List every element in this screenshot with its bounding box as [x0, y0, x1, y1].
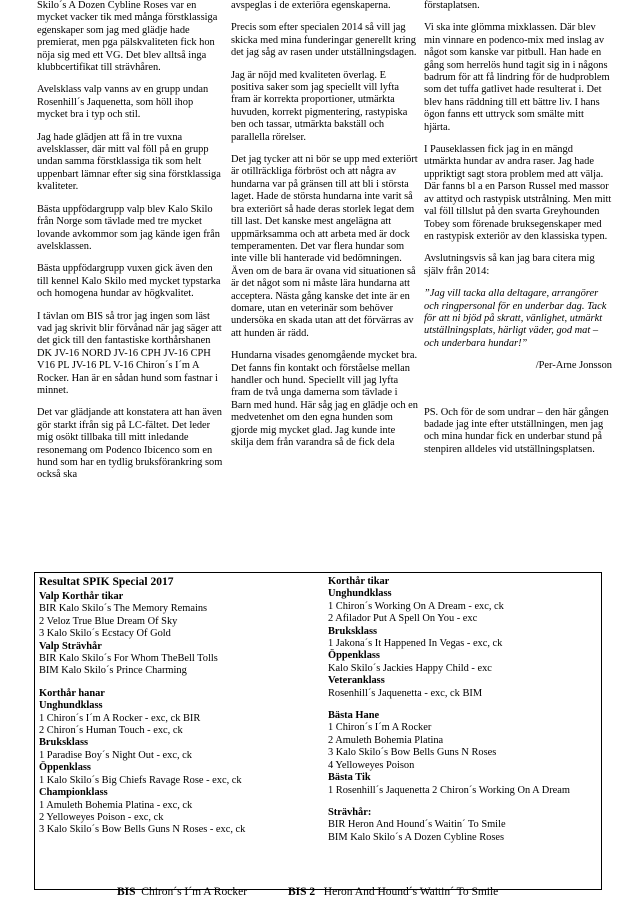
paragraph: förstaplatsen.: [424, 0, 480, 11]
result-line: 1 Rosenhill´s Jaquenetta 2 Chiron´s Working On A Dream: [328, 784, 570, 796]
result-line: 2 Veloz True Blue Dream Of Sky: [39, 615, 178, 627]
paragraph: Bästa uppfödargrupp vuxen gick även den till kennel Kalo Skilo med mycket typstarka och homogena hundar av högkvalitet.: [37, 263, 221, 300]
class-heading: Valp Korthår tikar: [39, 591, 124, 602]
paragraph: Jag hade glädjen att få in tre vuxna avelsklasser, där mitt val föll på en grupp undan samma förstklassiga tik som helt uppenbart lämnar efter sig sina förstklassiga kvaliteter.: [37, 131, 221, 193]
results-right-column: [328, 576, 598, 844]
class-heading: Veteranklass: [328, 675, 385, 687]
paragraph: Hundarna visades genomgående mycket bra. Det fanns fin kontakt och förståelse mellan handler och hund. Speciellt vill jag lyfta fram de två unga damerna som tävlade i Barn med hund. Här såg jag en glädje och en medvetenhet om den egna hunden som gjorde mig mycket glad. Jag kunde inte skilja dem från varandra så de fick dela: [231, 350, 418, 448]
result-line: BIR Kalo Skilo´s The Memory Remains: [39, 603, 208, 615]
result-line: BIR Kalo Skilo´s For Whom TheBell Tolls: [39, 653, 218, 665]
article-column-2: [231, 0, 418, 459]
result-line: 2 Chiron´s Human Touch - exc, ck: [39, 725, 183, 737]
result-line: BIM Kalo Skilo´s Prince Charming: [39, 665, 187, 677]
group-heading: Korthår tikar: [328, 576, 390, 587]
signature: /Per-Arne Jonsson: [535, 360, 612, 372]
result-line: 1 Amuleth Bohemia Platina - exc, ck: [39, 799, 193, 811]
class-heading: Bästa Tik: [328, 772, 371, 784]
class-heading: Öppenklass: [328, 650, 380, 662]
article-column-1: [37, 0, 224, 492]
paragraph: Avslutningsvis så kan jag bara citera mig själv från 2014:: [424, 253, 595, 277]
result-line: 3 Kalo Skilo´s Bow Bells Guns N Roses - exc, ck: [39, 824, 246, 836]
bis2-value: Heron And Hound´s Waitin´ To Smile: [323, 886, 499, 898]
class-heading: Bruksklass: [39, 737, 89, 749]
result-line: 1 Chiron´s I´m A Rocker: [328, 722, 432, 734]
class-heading: Öppenklass: [39, 762, 91, 774]
paragraph: Precis som efter specialen 2014 så vill jag skicka med mina funderingar generellt kring det jag såg av rasen under utställningsdagen.: [231, 22, 417, 59]
result-line: 1 Paradise Boy´s Night Out - exc, ck: [39, 749, 192, 761]
bis2-label: BIS 2: [288, 886, 316, 898]
bis2-result: [288, 886, 498, 899]
result-line: 1 Chiron´s I´m A Rocker - exc, ck BIR: [39, 712, 201, 724]
paragraph: Jag är nöjd med kvaliteten överlag. E positiva saker som jag speciellt vill lyfta fram är korrekta proportioner, utmärkta huvuden, korrekt pigmentering, rastypiska ben och tassar, utmärkta bakställ och parallella rörelser.: [231, 69, 408, 143]
paragraph: Det var glädjande att konstatera att han även gör starkt ifrån sig på LC-fältet. Det leder mig osökt tillbaka till mitt inledande resonemang om Podenco Ibicenco som en hund som har en tydlig bruksförankring som också ska: [37, 407, 223, 481]
paragraph: Vi ska inte glömma mixklassen. Där blev min vinnare en podenco-mix med inslag av något som kanske var pitbull. Han hade en gång som herrelös hund tagit sig in i någons badrum för att få lindring för de hudproblem som det tuffa gatlivet hade resulterat i. Det blev hans räddning till ett bättre liv. I hans ögon fanns ett uttryck som smälte mitt hjärta.: [424, 22, 610, 133]
result-line: 1 Kalo Skilo´s Big Chiefs Ravage Rose - exc, ck: [39, 774, 242, 786]
class-heading: Bruksklass: [328, 625, 378, 637]
results-box: [34, 572, 602, 898]
result-line: Rosenhill´s Jaquenetta - exc, ck BIM: [328, 687, 483, 699]
bis-label: BIS: [117, 886, 136, 898]
class-heading: Strävhår:: [328, 806, 372, 818]
paragraph: Bästa uppfödargrupp valp blev Kalo Skilo från Norge som tävlade med tre mycket lovande avkommor som jag kände igen från avelsklassen.: [37, 203, 220, 252]
paragraph: avspeglas i de exteriöra egenskaperna.: [231, 0, 391, 11]
result-line: 1 Jakona´s It Happened In Vegas - exc, ck: [328, 638, 503, 650]
paragraph: Skilo´s A Dozen Cybline Roses var en mycket vacker tik med många förstklassiga egenskaper som jag med glädje hade premierat, men pga pälskvaliteten fick hon nöja sig med ett VG. Det blev alltså inga klubbcertifikat till strävhåren.: [37, 0, 218, 74]
class-heading: Unghundklass: [39, 700, 103, 712]
quote: ”Jag vill tacka alla deltagare, arrangörer och ringpersonal för en underbar dag. Tack för att ni bjöd på skratt, vänlighet, utmärkt utställningsplats, härligt väder, god mat – och underbara hundar!”: [424, 288, 607, 349]
result-line: 1 Chiron´s Working On A Dream - exc, ck: [328, 600, 504, 612]
paragraph: Avelsklass valp vanns av en grupp undan Rosenhill´s Jaquenetta, som höll ihop mycket bra i typ och stil.: [37, 84, 209, 121]
group-heading: Korthår hanar: [39, 687, 105, 699]
paragraph: Det jag tycker att ni bör se upp med exteriört är otillräckliga förbröst och att några av hundarna var på gränsen till att bli i största laget. Hade de största hundarna inte varit så bra exteriört så hade deras storlek legat dem till last. Det kanske mest angelägna att uppmärksamma och att arbeta med är dock temperamenten. Det var flera hundar som inte ville bli hanterade vid bedömningen. Även om de bara är ovana vid situationen så är det något som ni måste lära hundarna att acceptera. Nästa gång kanske det inte är en domare, utan en veterinär som behöver undersöka en skada utan att det förvärras av att hunden är rädd.: [231, 154, 418, 339]
result-line: 2 Afilador Put A Spell On You - exc: [328, 613, 478, 625]
result-line: 2 Yelloweyes Poison - exc, ck: [39, 811, 164, 823]
article-column-3: [424, 0, 612, 466]
result-line: 2 Amuleth Bohemia Platina: [328, 734, 444, 746]
class-heading: Valp Strävhår: [39, 640, 102, 652]
result-line: Kalo Skilo´s Jackies Happy Child - exc: [328, 662, 492, 674]
class-heading: Unghundklass: [328, 588, 392, 600]
bis-result: [117, 886, 247, 899]
postscript: PS. Och för de som undrar – den här gången badade jag inte efter utställningen, men jag och mina hundar fick en underbar stund på stenpiren alldeles vid utställningsplatsen.: [424, 406, 609, 455]
class-heading: Bästa Hane: [328, 710, 380, 722]
class-heading: Championklass: [39, 787, 108, 799]
paragraph: I tävlan om BIS så tror jag ingen som läst vad jag skrivit blir förvånad när jag säger att det gick till den fantastiske korthårshanen DK JV-16 NORD JV-16 CPH JV-16 CPH V16 PL JV-16 PL V-16 Chiron´s I´m A Rocker. Han är en sådan hund som fastnar i minnet.: [37, 310, 222, 396]
results-title: Resultat SPIK Special 2017: [39, 576, 174, 588]
result-line: BIR Heron And Hound´s Waitin´ To Smile: [328, 819, 506, 831]
paragraph: I Pauseklassen fick jag in en mängd utmärkta hundar av andra raser. Jag hade uppriktigt sagt stora problem med att välja. Där fanns bl a en Parson Russel med massor av attityd och rastypisk utstrålning. Men mitt val föll tillslut på den svarta Greyhounden Tobey som förenade bruksegenskaper med en rastypisk exteriör av den klassiska typen.: [424, 144, 612, 242]
results-left-column: [39, 576, 324, 837]
result-line: BIM Kalo Skilo´s A Dozen Cybline Roses: [328, 831, 505, 843]
bis-value: Chiron´s I´m A Rocker: [141, 886, 248, 898]
result-line: 3 Kalo Skilo´s Ecstacy Of Gold: [39, 628, 171, 640]
result-line: 4 Yelloweyes Poison: [328, 759, 415, 771]
result-line: 3 Kalo Skilo´s Bow Bells Guns N Roses: [328, 747, 497, 759]
